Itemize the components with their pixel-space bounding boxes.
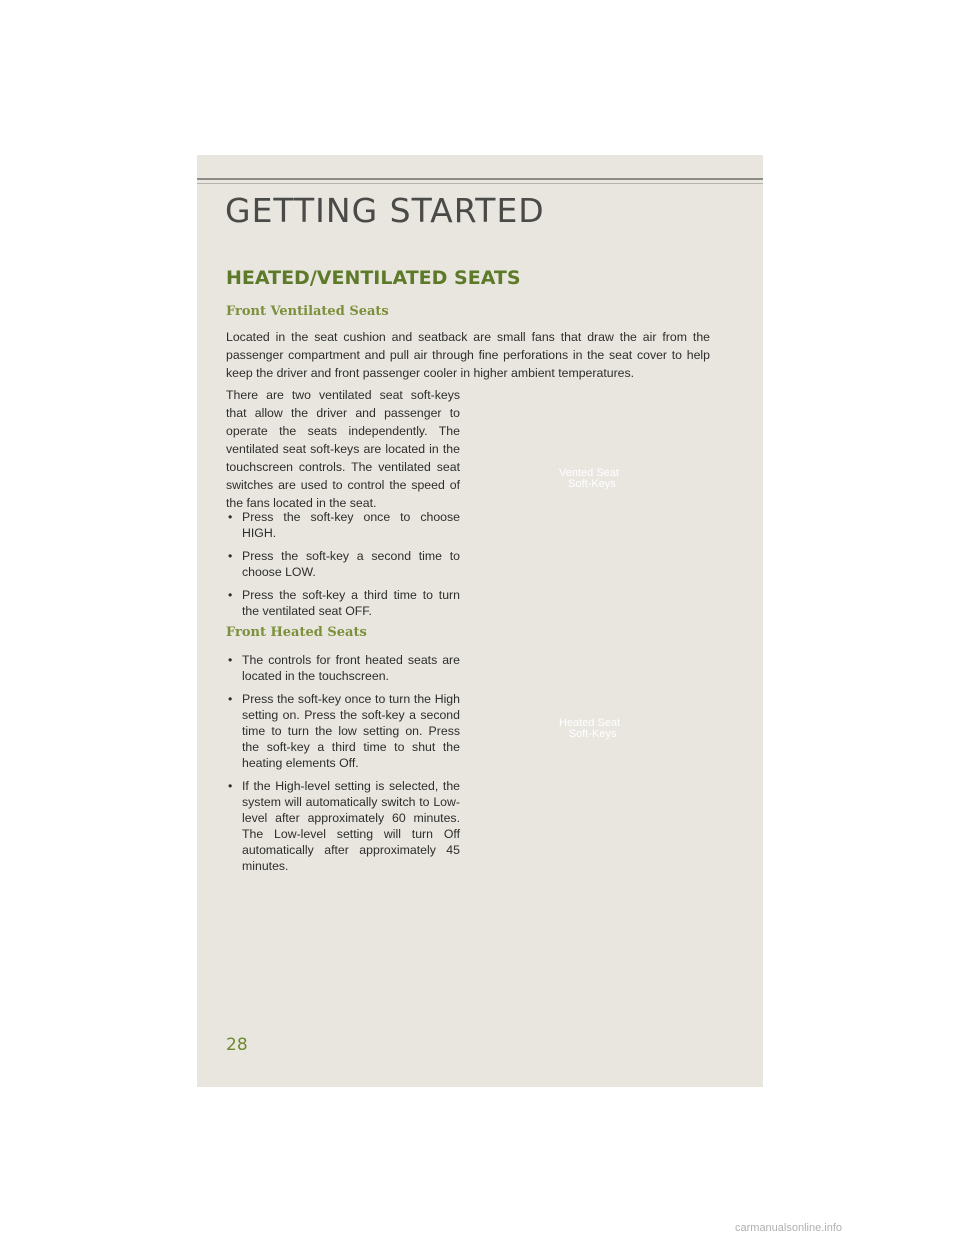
heated-bullet-list	[226, 652, 460, 881]
list-item: • Press the soft-key once to turn the High setting on. Press the soft-key a second time to turn the low setting on. Press the soft-key a third time to shut the heating elements Off.	[228, 692, 460, 770]
header-rule-thin	[197, 183, 763, 184]
list-item: • The controls for front heated seats are located in the touchscreen.	[228, 653, 460, 683]
heated-seats-heading: Front Heated Seats	[226, 625, 367, 640]
section-title: GETTING STARTED	[225, 191, 545, 230]
ventilated-intro-paragraph: Located in the seat cushion and seatback are small fans that draw the air from the passenger compartment and pull air through fine perforations in the seat cover to help keep the driver and front passenger cooler in higher ambient temperatures.	[226, 330, 710, 380]
page-number: 28	[226, 1035, 248, 1055]
ventilated-description-paragraph: There are two ventilated seat soft-keys that allow the driver and passenger to operate the seats independently. The ventilated seat soft-keys are located in the touchscreen controls. The ventilated seat switches are used to control the speed of the fans located in the seat.	[226, 388, 460, 510]
list-item: • Press the soft-key a second time to choose LOW.	[228, 549, 460, 579]
vented-seat-callout: Vented Seat Soft-Keys	[559, 467, 619, 490]
manual-page	[197, 155, 763, 1087]
watermark-text: carmanualsonline.info	[735, 1222, 843, 1234]
heated-seat-callout: Heated Seat Soft-Keys	[559, 717, 621, 740]
list-item: • Press the soft-key once to choose HIGH.	[228, 510, 460, 540]
ventilated-bullet-list	[226, 509, 460, 626]
list-item: • If the High-level setting is selected, the system will automatically switch to Low-level after approximately 60 minutes. The Low-level setting will turn Off automatically after approximately 45 minutes.	[228, 779, 460, 873]
list-item: • Press the soft-key a third time to turn the ventilated seat OFF.	[228, 588, 460, 618]
main-heading: HEATED/VENTILATED SEATS	[226, 267, 521, 289]
header-rule	[197, 178, 763, 180]
ventilated-seats-heading: Front Ventilated Seats	[226, 304, 389, 319]
